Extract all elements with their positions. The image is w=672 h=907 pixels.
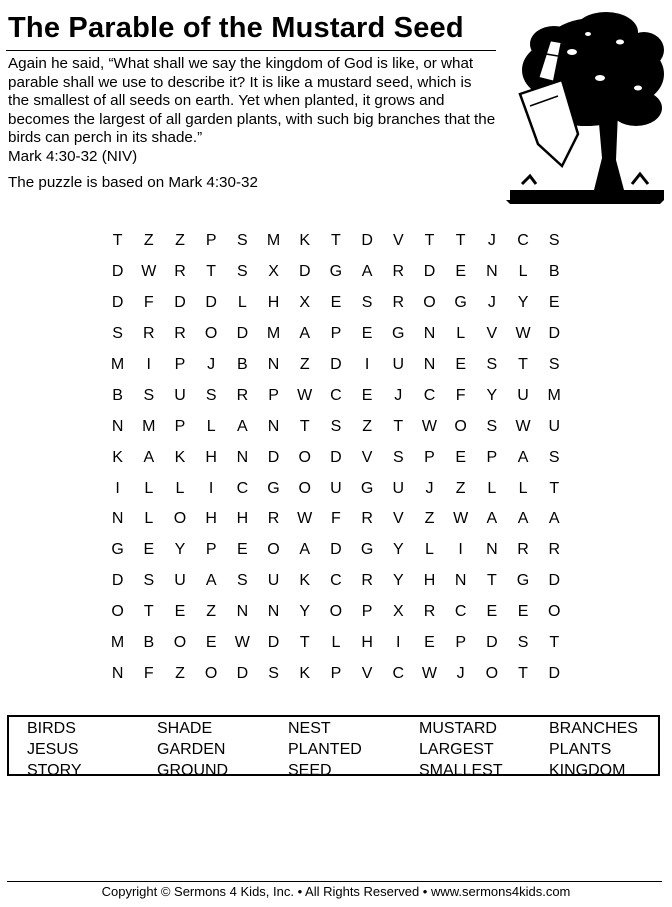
- word-bank: [7, 715, 660, 779]
- grid-letter: I: [396, 634, 401, 652]
- word-bank-column: [27, 718, 82, 781]
- grid-letter: F: [331, 510, 341, 528]
- grid-letter: A: [205, 572, 217, 590]
- grid-letter: N: [111, 417, 124, 435]
- grid-letter: S: [268, 664, 279, 682]
- grid-letter: E: [205, 634, 217, 652]
- grid-letter: N: [111, 664, 124, 682]
- grid-row: [102, 473, 570, 504]
- grid-letter: Y: [299, 603, 311, 621]
- grid-letter: P: [486, 448, 498, 466]
- grid-letter: U: [392, 356, 405, 373]
- grid-letter: A: [517, 510, 529, 528]
- grid-letter: M: [266, 325, 281, 343]
- grid-letter: M: [142, 417, 156, 435]
- grid-letter: W: [421, 664, 438, 682]
- grid-letter: H: [423, 572, 436, 590]
- grid-letter: R: [392, 263, 405, 281]
- grid-letter: G: [329, 263, 343, 281]
- grid-row: [102, 628, 570, 659]
- grid-letter: E: [330, 294, 342, 312]
- grid-letter: R: [361, 572, 373, 590]
- grid-letter: D: [111, 263, 124, 281]
- grid-letter: T: [549, 634, 560, 652]
- grid-letter: Z: [206, 603, 217, 621]
- grid-letter: W: [297, 510, 313, 528]
- word-search-grid: [102, 226, 570, 689]
- grid-letter: Z: [362, 417, 372, 435]
- grid-letter: R: [361, 510, 373, 528]
- grid-row: [102, 257, 570, 288]
- grid-letter: P: [361, 603, 373, 621]
- grid-letter: D: [267, 634, 280, 652]
- grid-letter: N: [267, 356, 280, 373]
- grid-letter: P: [268, 386, 279, 404]
- grid-letter: E: [455, 356, 466, 373]
- grid-letter: K: [112, 448, 123, 466]
- grid-letter: J: [456, 664, 465, 682]
- grid-letter: C: [454, 603, 467, 621]
- grid-letter: N: [423, 356, 436, 373]
- grid-letter: N: [236, 603, 249, 621]
- grid-letter: S: [361, 294, 373, 312]
- grid-letter: R: [517, 541, 529, 559]
- grid-letter: Z: [175, 232, 185, 250]
- grid-letter: T: [424, 232, 435, 250]
- grid-letter: L: [237, 294, 247, 312]
- grid-letter: U: [392, 479, 405, 497]
- grid-letter: O: [267, 541, 280, 559]
- grid-letter: E: [143, 541, 155, 559]
- grid-letter: N: [267, 603, 280, 621]
- word-bank-item: GROUND: [157, 762, 229, 779]
- grid-letter: S: [143, 572, 155, 590]
- grid-letter: L: [425, 541, 434, 559]
- grid-letter: Y: [392, 541, 404, 559]
- grid-letter: I: [146, 356, 151, 373]
- grid-letter: B: [143, 634, 155, 652]
- grid-letter: O: [111, 603, 124, 621]
- grid-row: [102, 535, 570, 566]
- grid-letter: O: [204, 664, 218, 682]
- word-bank-item: MUSTARD: [419, 720, 497, 737]
- grid-letter: J: [487, 232, 496, 250]
- grid-letter: J: [207, 356, 216, 373]
- grid-letter: D: [330, 541, 342, 559]
- grid-letter: S: [548, 448, 560, 466]
- grid-letter: U: [517, 386, 529, 404]
- grid-letter: Z: [299, 356, 310, 373]
- puzzle-source-note: The puzzle is based on Mark 4:30-32: [8, 174, 258, 191]
- grid-letter: A: [361, 263, 373, 281]
- grid-letter: A: [548, 510, 560, 528]
- grid-letter: I: [115, 479, 120, 497]
- grid-letter: C: [392, 664, 405, 682]
- word-bank-item: STORY: [27, 762, 82, 779]
- grid-letter: X: [268, 263, 279, 281]
- grid-letter: E: [361, 386, 373, 404]
- grid-letter: G: [360, 479, 374, 497]
- grid-letter: A: [486, 510, 498, 528]
- grid-letter: P: [205, 232, 217, 250]
- grid-letter: F: [143, 294, 154, 312]
- grid-letter: N: [423, 325, 436, 343]
- grid-letter: H: [205, 448, 217, 466]
- grid-letter: D: [236, 664, 249, 682]
- grid-letter: W: [141, 263, 157, 281]
- word-bank-column: [419, 718, 503, 781]
- grid-letter: J: [425, 479, 434, 497]
- grid-letter: W: [297, 386, 313, 404]
- grid-letter: V: [486, 325, 498, 343]
- grid-letter: V: [361, 664, 373, 682]
- grid-letter: T: [455, 232, 466, 250]
- word-bank-item: JESUS: [27, 741, 79, 758]
- word-bank-column: [157, 718, 228, 781]
- grid-letter: B: [237, 356, 248, 373]
- grid-letter: C: [517, 232, 529, 250]
- grid-letter: Z: [143, 232, 154, 250]
- grid-letter: K: [299, 664, 311, 682]
- grid-letter: E: [424, 634, 435, 652]
- grid-letter: J: [394, 386, 403, 404]
- grid-letter: O: [298, 448, 311, 466]
- grid-letter: R: [548, 541, 560, 559]
- grid-letter: W: [515, 325, 531, 343]
- grid-letter: R: [267, 510, 280, 528]
- grid-letter: F: [143, 664, 154, 682]
- grid-letter: S: [486, 417, 498, 435]
- grid-letter: S: [205, 386, 217, 404]
- grid-letter: C: [330, 386, 342, 404]
- grid-letter: E: [517, 603, 529, 621]
- grid-letter: U: [267, 572, 280, 590]
- grid-letter: A: [517, 448, 529, 466]
- grid-letter: C: [423, 386, 436, 404]
- grid-letter: D: [205, 294, 217, 312]
- grid-letter: Z: [175, 664, 185, 682]
- grid-letter: D: [236, 325, 249, 343]
- grid-letter: O: [173, 634, 187, 652]
- grid-letter: D: [111, 294, 124, 312]
- grid-letter: S: [392, 448, 404, 466]
- grid-letter: T: [549, 479, 560, 497]
- grid-letter: O: [454, 417, 467, 435]
- grid-letter: M: [110, 356, 125, 373]
- grid-letter: I: [208, 479, 214, 497]
- word-bank-item: GARDEN: [157, 741, 226, 758]
- word-bank-item: NEST: [288, 720, 331, 737]
- grid-letter: G: [454, 294, 467, 312]
- grid-letter: V: [392, 232, 404, 250]
- grid-letter: N: [486, 541, 498, 559]
- grid-letter: F: [455, 386, 466, 404]
- grid-letter: T: [486, 572, 497, 590]
- grid-letter: U: [174, 386, 186, 404]
- tree-and-trowel-icon: [502, 8, 666, 204]
- grid-letter: W: [234, 634, 250, 652]
- grid-letter: O: [173, 510, 187, 528]
- grid-letter: T: [299, 634, 310, 652]
- grid-letter: V: [361, 448, 373, 466]
- verse-text: Again he said, “What shall we say the kingdom of God is like, or what parable shall we use to describe it? It is like a mustard seed, which is the smallest of all seeds on earth. Yet when planted, it grows and becomes the largest of all garden plants, with such big branches that the birds can perch in its shade.”: [8, 55, 496, 147]
- grid-letter: D: [298, 263, 311, 281]
- grid-letter: G: [516, 572, 530, 590]
- grid-letter: P: [330, 325, 342, 343]
- word-bank-item: LARGEST: [419, 741, 494, 758]
- grid-letter: P: [174, 417, 186, 435]
- grid-row: [102, 226, 570, 257]
- grid-letter: P: [174, 356, 186, 373]
- grid-letter: G: [392, 325, 405, 343]
- grid-letter: D: [361, 232, 373, 250]
- grid-letter: N: [267, 417, 280, 435]
- grid-letter: P: [205, 541, 217, 559]
- grid-letter: S: [486, 356, 498, 373]
- grid-letter: S: [517, 634, 529, 652]
- grid-letter: D: [548, 572, 560, 590]
- word-bank-item: BRANCHES: [549, 720, 638, 737]
- footer-divider: [7, 881, 662, 882]
- grid-letter: P: [455, 634, 466, 652]
- grid-row: [102, 380, 570, 411]
- grid-letter: E: [237, 541, 248, 559]
- grid-letter: W: [453, 510, 469, 528]
- grid-letter: Y: [174, 541, 186, 559]
- grid-letter: T: [143, 603, 154, 621]
- grid-letter: D: [267, 448, 280, 466]
- grid-letter: R: [143, 325, 155, 343]
- grid-letter: R: [423, 603, 436, 621]
- grid-letter: K: [299, 232, 311, 250]
- grid-row: [102, 350, 570, 381]
- grid-letter: G: [111, 541, 124, 559]
- grid-letter: E: [361, 325, 373, 343]
- grid-letter: S: [143, 386, 155, 404]
- grid-letter: A: [299, 541, 311, 559]
- grid-letter: U: [174, 572, 186, 590]
- grid-letter: W: [515, 417, 531, 435]
- grid-letter: N: [236, 448, 249, 466]
- grid-letter: S: [237, 232, 248, 250]
- grid-letter: T: [206, 263, 217, 281]
- grid-letter: O: [204, 325, 218, 343]
- grid-letter: A: [299, 325, 311, 343]
- grid-letter: D: [548, 664, 560, 682]
- grid-letter: A: [237, 417, 248, 435]
- grid-letter: Y: [486, 386, 498, 404]
- grid-letter: I: [364, 356, 370, 373]
- word-bank-item: PLANTS: [549, 741, 612, 758]
- grid-letter: W: [421, 417, 438, 435]
- grid-letter: S: [548, 356, 560, 373]
- grid-letter: S: [237, 263, 248, 281]
- grid-letter: L: [206, 417, 216, 435]
- grid-letter: B: [112, 386, 123, 404]
- grid-letter: K: [299, 572, 311, 590]
- grid-letter: E: [548, 294, 560, 312]
- word-bank-item: SMALLEST: [419, 762, 503, 779]
- grid-letter: E: [455, 263, 466, 281]
- grid-letter: R: [174, 325, 186, 343]
- grid-letter: E: [174, 603, 186, 621]
- word-bank-column: [549, 718, 638, 781]
- grid-letter: R: [174, 263, 186, 281]
- grid-letter: L: [518, 479, 528, 497]
- copyright-footer: Copyright © Sermons 4 Kids, Inc. • All Rights Reserved • www.sermons4kids.com: [101, 884, 571, 899]
- grid-letter: R: [392, 294, 405, 312]
- grid-letter: H: [236, 510, 249, 528]
- grid-letter: O: [423, 294, 436, 312]
- grid-letter: T: [331, 232, 341, 250]
- grid-letter: L: [456, 325, 466, 343]
- grid-letter: G: [267, 479, 280, 497]
- grid-letter: A: [143, 448, 155, 466]
- grid-letter: D: [330, 448, 342, 466]
- grid-letter: X: [392, 603, 404, 621]
- word-bank-item: SEED: [288, 762, 332, 779]
- grid-row: [102, 319, 570, 350]
- grid-letter: B: [548, 263, 560, 281]
- grid-letter: C: [330, 572, 342, 590]
- grid-letter: Z: [424, 510, 435, 528]
- grid-letter: M: [547, 386, 561, 404]
- grid-letter: M: [110, 634, 125, 652]
- scripture-passage: [8, 55, 496, 167]
- word-bank-item: KINGDOM: [549, 762, 626, 779]
- grid-letter: L: [144, 479, 154, 497]
- grid-letter: T: [518, 356, 528, 373]
- grid-letter: T: [112, 232, 123, 250]
- grid-letter: O: [485, 664, 499, 682]
- page-title: The Parable of the Mustard Seed: [8, 12, 464, 44]
- grid-letter: H: [361, 634, 373, 652]
- grid-letter: M: [266, 232, 281, 250]
- grid-letter: N: [111, 510, 124, 528]
- grid-letter: J: [487, 294, 496, 312]
- grid-letter: T: [518, 664, 528, 682]
- grid-letter: S: [112, 325, 123, 343]
- title-divider: [6, 50, 496, 51]
- grid-letter: D: [174, 294, 186, 312]
- grid-letter: L: [175, 479, 185, 497]
- grid-letter: X: [299, 294, 311, 312]
- grid-letter: I: [458, 541, 463, 559]
- grid-letter: L: [518, 263, 528, 281]
- grid-letter: H: [205, 510, 217, 528]
- grid-letter: T: [299, 417, 310, 435]
- grid-letter: D: [548, 325, 560, 343]
- grid-letter: H: [267, 294, 280, 312]
- grid-letter: Z: [455, 479, 466, 497]
- grid-letter: O: [547, 603, 561, 621]
- grid-row: [102, 566, 570, 597]
- grid-letter: S: [330, 417, 342, 435]
- grid-row: [102, 504, 570, 535]
- grid-letter: N: [486, 263, 498, 281]
- grid-letter: K: [174, 448, 186, 466]
- verse-reference: Mark 4:30-32 (NIV): [8, 147, 138, 165]
- grid-letter: N: [454, 572, 467, 590]
- grid-letter: C: [236, 479, 249, 497]
- grid-letter: L: [487, 479, 497, 497]
- grid-letter: D: [111, 572, 124, 590]
- grid-letter: Y: [517, 294, 529, 312]
- grid-letter: U: [548, 417, 560, 435]
- word-bank-item: BIRDS: [27, 720, 76, 737]
- grid-letter: D: [330, 356, 342, 373]
- grid-row: [102, 442, 570, 473]
- grid-letter: G: [360, 541, 374, 559]
- grid-letter: E: [486, 603, 498, 621]
- grid-row: [102, 288, 570, 319]
- word-bank-item: SHADE: [157, 720, 213, 737]
- word-bank-column: [288, 718, 362, 781]
- grid-row: [102, 658, 570, 689]
- grid-letter: V: [392, 510, 404, 528]
- grid-letter: P: [330, 664, 342, 682]
- grid-letter: R: [236, 386, 249, 404]
- grid-row: [102, 597, 570, 628]
- grid-letter: L: [331, 634, 341, 652]
- grid-letter: P: [424, 448, 435, 466]
- grid-letter: D: [423, 263, 436, 281]
- grid-letter: L: [144, 510, 154, 528]
- grid-letter: T: [393, 417, 404, 435]
- grid-letter: S: [548, 232, 560, 250]
- grid-letter: U: [330, 479, 342, 497]
- word-bank-item: PLANTED: [288, 741, 362, 758]
- grid-letter: S: [237, 572, 248, 590]
- grid-letter: Y: [392, 572, 404, 590]
- grid-letter: D: [486, 634, 498, 652]
- grid-letter: E: [455, 448, 466, 466]
- grid-letter: O: [298, 479, 311, 497]
- grid-letter: O: [329, 603, 343, 621]
- grid-row: [102, 411, 570, 442]
